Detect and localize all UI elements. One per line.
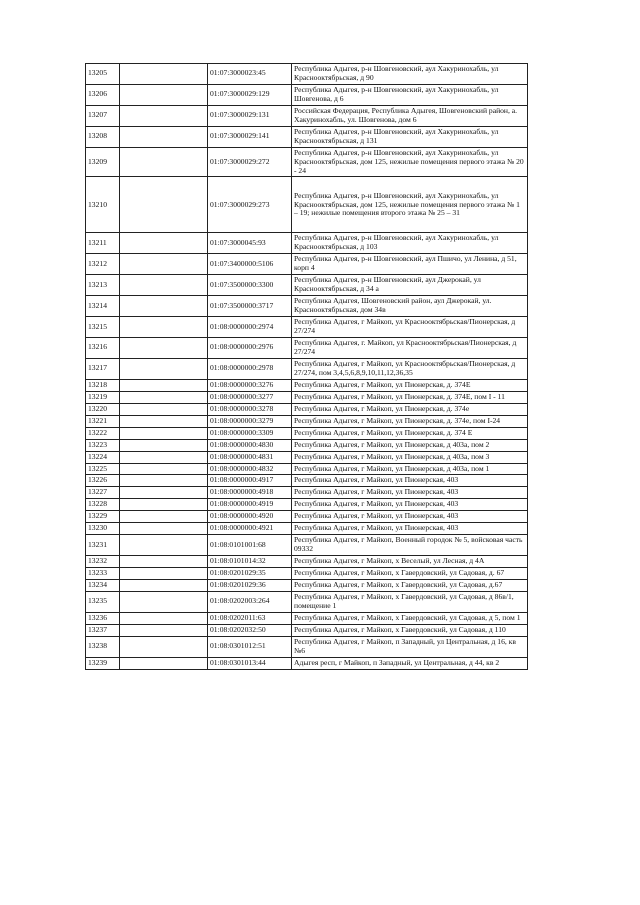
table-row [86, 568, 528, 580]
table-row [86, 84, 528, 105]
address: Республика Адыгея, г Майкоп, х Веселый, ул Лесная, д 4А [292, 556, 528, 568]
cadastral-number: 01:08:0000000:4917 [208, 475, 292, 487]
row-number: 13237 [86, 624, 120, 636]
table-row [86, 657, 528, 669]
cadastral-number: 01:08:0000000:4919 [208, 499, 292, 511]
empty-cell [120, 636, 208, 657]
empty-cell [120, 511, 208, 523]
cadastral-number: 01:07:3000029:129 [208, 84, 292, 105]
empty-cell [120, 475, 208, 487]
cadastral-number: 01:08:0000000:4830 [208, 439, 292, 451]
empty-cell [120, 568, 208, 580]
cadastral-number: 01:08:0000000:4831 [208, 451, 292, 463]
cadastral-number: 01:07:3500000:3300 [208, 275, 292, 296]
table-body [86, 64, 528, 670]
address: Республика Адыгея, г Майкоп, х Гавердовский, ул Садовая, д.67 [292, 580, 528, 592]
empty-cell [120, 126, 208, 147]
empty-cell [120, 147, 208, 177]
cadastral-number: 01:07:3000029:273 [208, 177, 292, 233]
address: Республика Адыгея, г Майкоп, ул Пионерская, 403 [292, 487, 528, 499]
empty-cell [120, 451, 208, 463]
empty-cell [120, 612, 208, 624]
row-number: 13234 [86, 580, 120, 592]
empty-cell [120, 379, 208, 391]
empty-cell [120, 296, 208, 317]
empty-cell [120, 580, 208, 592]
address: Российская Федерация, Республика Адыгея, Шовгеновский район, а. Хакуринохабль, ул. Шовгенова, дом 6 [292, 105, 528, 126]
cadastral-number: 01:08:0000000:4832 [208, 463, 292, 475]
table-row [86, 612, 528, 624]
table-row [86, 636, 528, 657]
table-row [86, 556, 528, 568]
row-number: 13216 [86, 338, 120, 359]
address: Республика Адыгея, Шовгеновский район, аул Джерокай, ул. Краснооктябрьская, дом 34в [292, 296, 528, 317]
address: Республика Адыгея, г Майкоп, х Гавердовский, ул Садовая, д. 67 [292, 568, 528, 580]
table-row [86, 499, 528, 511]
table-row [86, 463, 528, 475]
table-row [86, 338, 528, 359]
address: Республика Адыгея, г Майкоп, ул Краснооктябрьская/Пионерская, д 27/274 [292, 317, 528, 338]
cadastral-number: 01:07:3500000:3717 [208, 296, 292, 317]
empty-cell [120, 403, 208, 415]
cadastral-number: 01:08:0000000:4921 [208, 523, 292, 535]
row-number: 13227 [86, 487, 120, 499]
empty-cell [120, 657, 208, 669]
row-number: 13205 [86, 64, 120, 85]
address: Адыгея респ, г Майкоп, п Западный, ул Центральная, д 44, кв 2 [292, 657, 528, 669]
address: Республика Адыгея, р-н Шовгеновский, аул Хакуринохабль, ул Краснооктябрьская, дом 125, нежилые помещения первого этажа № 1 – 19; нежилые помещения второго этажа № 25 – 31 [292, 177, 528, 233]
row-number: 13236 [86, 612, 120, 624]
table-row [86, 254, 528, 275]
row-number: 13225 [86, 463, 120, 475]
row-number: 13219 [86, 391, 120, 403]
address: Республика Адыгея, г Майкоп, ул Пионерская, д. 374е [292, 403, 528, 415]
table-row [86, 439, 528, 451]
cadastral-number: 01:07:3000029:272 [208, 147, 292, 177]
empty-cell [120, 84, 208, 105]
table-row [86, 358, 528, 379]
table-row [86, 427, 528, 439]
cadastral-number: 01:08:0201029:35 [208, 568, 292, 580]
row-number: 13218 [86, 379, 120, 391]
table-row [86, 64, 528, 85]
address: Республика Адыгея, г Майкоп, ул Пионерская, д 403а, пом 3 [292, 451, 528, 463]
row-number: 13209 [86, 147, 120, 177]
table-row [86, 624, 528, 636]
address: Республика Адыгея, г Майкоп, х Гавердовский, ул Садовая, д 86в/1, помещение 1 [292, 591, 528, 612]
address: Республика Адыгея, р-н Шовгеновский, аул Хакуринохабль, ул Краснооктябрьская, д 131 [292, 126, 528, 147]
cadastral-number: 01:07:3000029:131 [208, 105, 292, 126]
address: Республика Адыгея, г Майкоп, ул Пионерская, д. 374 Е [292, 427, 528, 439]
empty-cell [120, 254, 208, 275]
address: Республика Адыгея, р-н Шовгеновский, аул Хакуринохабль, ул Краснооктябрьская, д 90 [292, 64, 528, 85]
empty-cell [120, 338, 208, 359]
row-number: 13235 [86, 591, 120, 612]
cadastral-number: 01:08:0000000:3276 [208, 379, 292, 391]
row-number: 13226 [86, 475, 120, 487]
empty-cell [120, 358, 208, 379]
table-row [86, 523, 528, 535]
cadastral-number: 01:08:0000000:3278 [208, 403, 292, 415]
table-row [86, 451, 528, 463]
address: Республика Адыгея, г Майкоп, ул Пионерская, д. 374е, пом I-24 [292, 415, 528, 427]
row-number: 13208 [86, 126, 120, 147]
table-row [86, 147, 528, 177]
row-number: 13239 [86, 657, 120, 669]
address: Республика Адыгея, г Майкоп, ул Пионерская, д 403а, пом 1 [292, 463, 528, 475]
address: Республика Адыгея, р-н Шовгеновский, аул Хакуринохабль, ул Шовгенова, д 6 [292, 84, 528, 105]
property-registry-table [85, 63, 528, 670]
cadastral-number: 01:08:0000000:2974 [208, 317, 292, 338]
row-number: 13232 [86, 556, 120, 568]
address: Республика Адыгея, г Майкоп, ул Краснооктябрьская/Пионерская, д 27/274, пом 3,4,5,6,8,9,10,11,12,36,35 [292, 358, 528, 379]
address: Республика Адыгея, р-н Шовгеновский, аул Хакуринохабль, ул Краснооктябрьская, дом 125, нежилые помещения первого этажа № 20 - 24 [292, 147, 528, 177]
table-row [86, 403, 528, 415]
row-number: 13215 [86, 317, 120, 338]
table-row [86, 487, 528, 499]
row-number: 13211 [86, 233, 120, 254]
empty-cell [120, 499, 208, 511]
cadastral-number: 01:08:0000000:3277 [208, 391, 292, 403]
table-row [86, 391, 528, 403]
empty-cell [120, 523, 208, 535]
table-row [86, 379, 528, 391]
row-number: 13233 [86, 568, 120, 580]
cadastral-number: 01:08:0000000:3279 [208, 415, 292, 427]
address: Республика Адыгея, г Майкоп, ул Пионерская, 403 [292, 523, 528, 535]
cadastral-number: 01:08:0202011:63 [208, 612, 292, 624]
address: Республика Адыгея, р-н Шовгеновский, аул Джерокай, ул Краснооктябрьская, д 34 а [292, 275, 528, 296]
table-row [86, 580, 528, 592]
row-number: 13238 [86, 636, 120, 657]
cadastral-number: 01:08:0101001:68 [208, 535, 292, 556]
table-row [86, 415, 528, 427]
address: Республика Адыгея, г Майкоп, ул Пионерская, д. 374Е [292, 379, 528, 391]
address: Республика Адыгея, р-н Шовгеновский, аул Пшичо, ул Ленина, д 51, корп 4 [292, 254, 528, 275]
table-row [86, 511, 528, 523]
row-number: 13223 [86, 439, 120, 451]
empty-cell [120, 439, 208, 451]
address: Республика Адыгея, г Майкоп, ул Пионерская, д. 374Е, пом I - 11 [292, 391, 528, 403]
table-row [86, 591, 528, 612]
row-number: 13224 [86, 451, 120, 463]
empty-cell [120, 463, 208, 475]
row-number: 13213 [86, 275, 120, 296]
table-row [86, 317, 528, 338]
empty-cell [120, 535, 208, 556]
address: Республика Адыгея, г Майкоп, Военный городок № 5, войсковая часть 09332 [292, 535, 528, 556]
row-number: 13228 [86, 499, 120, 511]
cadastral-number: 01:07:3400000:5106 [208, 254, 292, 275]
row-number: 13221 [86, 415, 120, 427]
cadastral-number: 01:08:0301013:44 [208, 657, 292, 669]
cadastral-number: 01:08:0101014:32 [208, 556, 292, 568]
table-row [86, 126, 528, 147]
row-number: 13217 [86, 358, 120, 379]
empty-cell [120, 427, 208, 439]
row-number: 13206 [86, 84, 120, 105]
row-number: 13214 [86, 296, 120, 317]
table-row [86, 233, 528, 254]
table-row [86, 475, 528, 487]
table-row [86, 296, 528, 317]
row-number: 13230 [86, 523, 120, 535]
address: Республика Адыгея, г Майкоп, ул Пионерская, д 403а, пом 2 [292, 439, 528, 451]
row-number: 13229 [86, 511, 120, 523]
empty-cell [120, 275, 208, 296]
cadastral-number: 01:07:3000045:93 [208, 233, 292, 254]
empty-cell [120, 624, 208, 636]
cadastral-number: 01:07:3000023:45 [208, 64, 292, 85]
address: Республика Адыгея, г. Майкоп, ул Краснооктябрьская/Пионерская, д 27/274 [292, 338, 528, 359]
cadastral-number: 01:08:0201029:36 [208, 580, 292, 592]
cadastral-number: 01:08:0000000:2978 [208, 358, 292, 379]
cadastral-number: 01:08:0202003:264 [208, 591, 292, 612]
table-row [86, 275, 528, 296]
row-number: 13210 [86, 177, 120, 233]
row-number: 13212 [86, 254, 120, 275]
address: Республика Адыгея, г Майкоп, х Гавердовский, ул Садовая, д 110 [292, 624, 528, 636]
table-row [86, 535, 528, 556]
cadastral-number: 01:08:0202032:50 [208, 624, 292, 636]
address: Республика Адыгея, г Майкоп, х Гавердовский, ул Садовая, д 5, пом 1 [292, 612, 528, 624]
empty-cell [120, 317, 208, 338]
empty-cell [120, 105, 208, 126]
row-number: 13220 [86, 403, 120, 415]
table-row [86, 177, 528, 233]
row-number: 13231 [86, 535, 120, 556]
empty-cell [120, 391, 208, 403]
empty-cell [120, 233, 208, 254]
row-number: 13207 [86, 105, 120, 126]
cadastral-number: 01:08:0000000:3309 [208, 427, 292, 439]
row-number: 13222 [86, 427, 120, 439]
table-row [86, 105, 528, 126]
address: Республика Адыгея, г Майкоп, ул Пионерская, 403 [292, 475, 528, 487]
empty-cell [120, 591, 208, 612]
address: Республика Адыгея, г Майкоп, ул Пионерская, 403 [292, 499, 528, 511]
address: Республика Адыгея, р-н Шовгеновский, аул Хакуринохабль, ул Краснооктябрьская, д 103 [292, 233, 528, 254]
cadastral-number: 01:07:3000029:141 [208, 126, 292, 147]
address: Республика Адыгея, г Майкоп, ул Пионерская, 403 [292, 511, 528, 523]
address: Республика Адыгея, г Майкоп, п Западный, ул Центральная, д 16, кв №6 [292, 636, 528, 657]
empty-cell [120, 556, 208, 568]
cadastral-number: 01:08:0000000:4918 [208, 487, 292, 499]
empty-cell [120, 64, 208, 85]
empty-cell [120, 177, 208, 233]
cadastral-number: 01:08:0000000:4920 [208, 511, 292, 523]
empty-cell [120, 487, 208, 499]
cadastral-number: 01:08:0000000:2976 [208, 338, 292, 359]
empty-cell [120, 415, 208, 427]
cadastral-number: 01:08:0301012:51 [208, 636, 292, 657]
